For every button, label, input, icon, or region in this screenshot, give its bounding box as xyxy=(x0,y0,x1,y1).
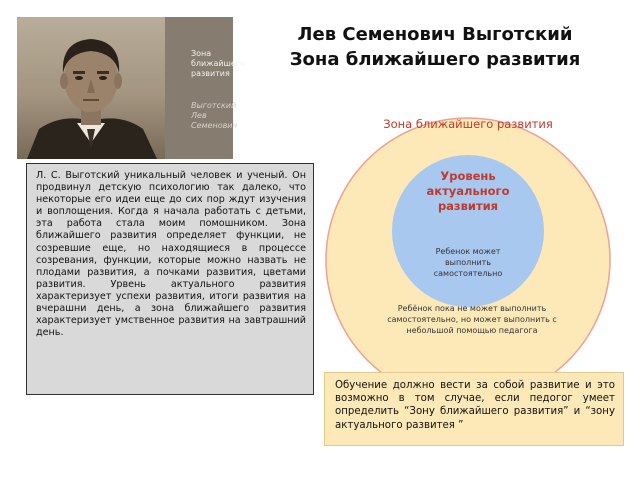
inner-zone-note-line2: выполнить xyxy=(444,258,492,267)
inner-zone-note-line3: самостоятельно xyxy=(433,269,503,278)
outer-zone-note-line2: самостоятельно, но может выполнить с xyxy=(387,315,557,324)
inner-zone-label-line3: развития xyxy=(437,199,499,213)
outer-zone-note-line3: небольшой помощью педагога xyxy=(406,326,538,335)
portrait-photo xyxy=(17,17,165,159)
inner-zone-note-line1: Ребенок может xyxy=(435,247,501,256)
inner-zone-label-line1: Уровень xyxy=(440,169,496,183)
photo-caption xyxy=(165,17,245,159)
bio-text: Л. С. Выготский уникальный человек и ученый. Он продвинул детскую психологию так далеко, что некоторые его идеи еще до сих пор ждут изучения и воплощения. Когда я начала работать с детьми, эта работа стала моим помошником. Зона ближайшего развития определяет функции, не созревшие еще, но находящиеся в процессе созревания, функции, которые можно назвать не плодами развития, а почками развития, цветами развития. Урвень актуального развития характеризует успехи развития, итоги развития на вчерашни день, а зона ближайшего развития характеризует умственное развития на завтрашний день. xyxy=(36,170,306,339)
portrait-photo-block xyxy=(17,17,245,159)
caption-name: Выготский Лев Семенович xyxy=(191,101,238,130)
conclusion-text: Обучение должно вести за собой развитие и это возможно в том случае, если педогог умеет определить “Зону ближайшего развития” и “зону актуального развитея ” xyxy=(335,380,615,431)
page-subtitle: Зона ближайшего развития xyxy=(289,49,581,70)
conclusion-text-box xyxy=(324,372,624,446)
outer-zone-label: Зона ближайшего развития xyxy=(383,117,553,131)
bio-text-box xyxy=(26,163,314,395)
outer-zone-note-line1: Ребёнок пока не может выполнить xyxy=(397,304,547,313)
portrait-image xyxy=(17,17,165,159)
title-block xyxy=(240,22,630,72)
inner-zone-label-line2: актуального xyxy=(426,184,510,198)
page-title: Лев Семенович Выготский xyxy=(297,24,573,45)
caption-title: Зона ближайшего развития xyxy=(191,49,245,78)
